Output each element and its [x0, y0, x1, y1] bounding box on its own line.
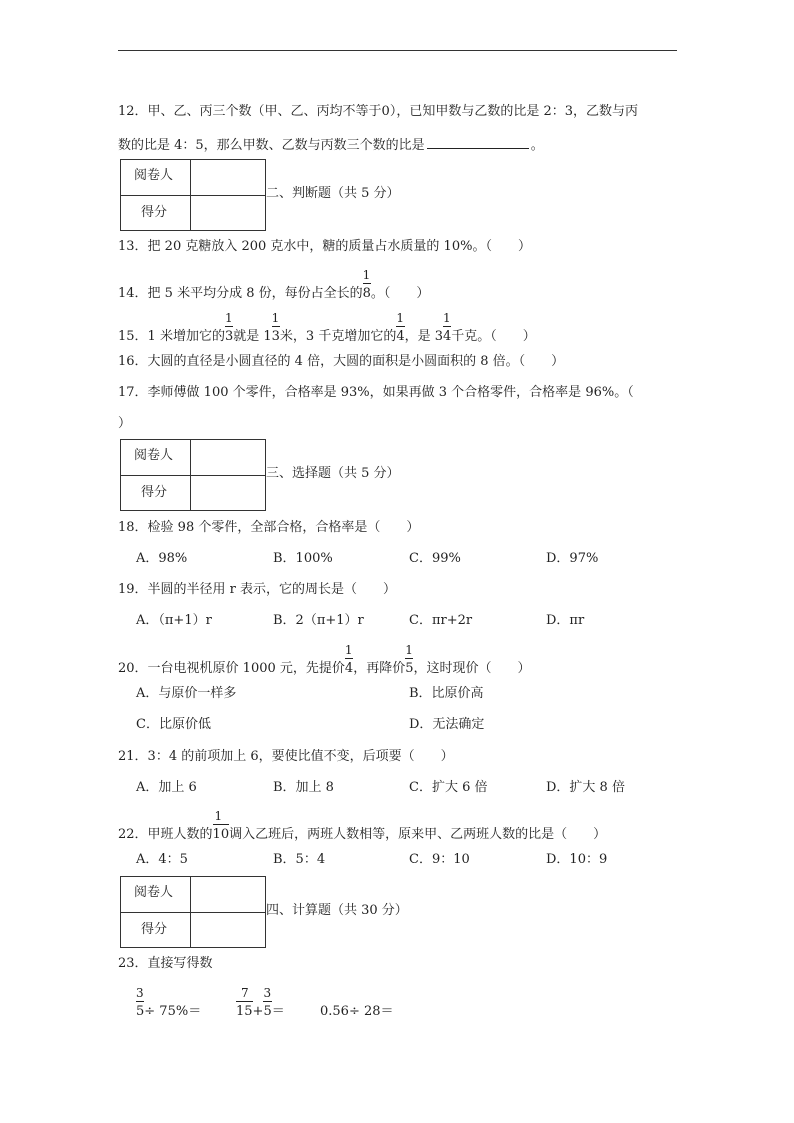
- reviewer-label: 阅卷人: [121, 877, 191, 913]
- expression-2: $\frac{7}{15}+$ $\frac{3}{5}=$: [236, 986, 285, 1019]
- question-17-line-2: ）: [118, 416, 132, 431]
- fraction: $\frac{1}{4}$: [443, 311, 452, 344]
- question-17-line-1: 17．李师傅做 100 个零件，合格率是 93%，如果再做 3 个合格零件，合格率是 96%。（: [118, 385, 634, 400]
- option-a[interactable]: A．4：5: [136, 852, 188, 867]
- question-22: 22．甲班人数的 $\frac{1}{10}$调入乙班后，两班人数相等，原来甲、乙两班人数的比是（ ）: [118, 809, 607, 842]
- question-16: 16．大圆的直径是小圆直径的 4 倍，大圆的面积是小圆面积的 8 倍。（ ）: [118, 354, 565, 369]
- fraction: $\frac{7}{15}$: [236, 986, 253, 1019]
- question-12-line-2: 数的比是 4：5，那么甲数、乙数与丙数三个数的比是 。: [118, 135, 544, 154]
- option-d[interactable]: D．10：9: [546, 852, 608, 867]
- expression-3: 0.56÷ 28＝: [320, 1004, 394, 1019]
- option-c[interactable]: C．99%: [409, 551, 461, 566]
- question-15: 15．1 米增加它的 $\frac{1}{3}$就是 1 $\frac{1}{3}$米，3 千克增加它的 $\frac{1}{4}$，是 3 $\frac{1}{4}$千克。（ ）: [118, 311, 536, 344]
- question-19: 19．半圆的半径用 r 表示，它的周长是（ ）: [118, 582, 397, 597]
- reviewer-cell[interactable]: [191, 440, 266, 476]
- grading-table: [120, 159, 266, 231]
- fraction: $\frac{1}{3}$: [271, 311, 280, 344]
- question-13: 13．把 20 克糖放入 200 克水中，糖的质量占水质量的 10%。（ ）: [118, 239, 531, 254]
- option-d[interactable]: D．无法确定: [409, 717, 485, 732]
- option-b[interactable]: B．100%: [273, 551, 333, 566]
- option-c[interactable]: C．πr+2r: [409, 613, 473, 628]
- question-12-line-1: 12．甲、乙、丙三个数（甲、乙、丙均不等于0），已知甲数与乙数的比是 2：3，乙数与丙: [118, 104, 638, 119]
- answer-blank[interactable]: [427, 135, 529, 149]
- score-label: 得分: [121, 476, 191, 511]
- section-heading-choice: 三、选择题（共 5 分）: [266, 466, 400, 481]
- fraction: $\frac{1}{5}$: [405, 643, 414, 676]
- fraction: $\frac{1}{3}$: [224, 311, 234, 344]
- reviewer-label: 阅卷人: [121, 440, 191, 476]
- fraction: $\frac{3}{5}$: [136, 986, 145, 1019]
- score-label: 得分: [121, 196, 191, 231]
- option-c[interactable]: C．扩大 6 倍: [409, 780, 488, 795]
- option-a[interactable]: A．加上 6: [136, 780, 197, 795]
- grading-table: [120, 439, 266, 511]
- option-a[interactable]: A．98%: [136, 551, 188, 566]
- question-14: 14．把 5 米平均分成 8 份，每份占全长的 $\frac{1}{8}$。（ ）: [118, 268, 430, 301]
- option-d[interactable]: D．πr: [546, 613, 585, 628]
- section-heading-judgement: 二、判断题（共 5 分）: [266, 186, 400, 201]
- question-20: 20．一台电视机原价 1000 元，先提价 $\frac{1}{4}$，再降价 $\frac{1}{5}$，这时现价（ ）: [118, 643, 531, 676]
- question-18: 18．检验 98 个零件，全部合格，合格率是（ ）: [118, 520, 420, 535]
- option-a[interactable]: A．与原价一样多: [136, 686, 237, 701]
- option-c[interactable]: C．9：10: [409, 852, 470, 867]
- fraction: $\frac{1}{4}$: [344, 643, 354, 676]
- reviewer-label: 阅卷人: [121, 160, 191, 196]
- fraction: $\frac{1}{10}$: [212, 809, 230, 842]
- header-rule: [118, 50, 677, 51]
- section-heading-calculation: 四、计算题（共 30 分）: [266, 903, 408, 918]
- option-b[interactable]: B．5：4: [273, 852, 326, 867]
- option-b[interactable]: B．2（π+1）r: [273, 613, 364, 628]
- score-cell[interactable]: [191, 913, 266, 948]
- reviewer-cell[interactable]: [191, 160, 266, 196]
- expression-1: $\frac{3}{5}\div 75\%=$: [136, 986, 202, 1019]
- score-label: 得分: [121, 913, 191, 948]
- grading-table: [120, 876, 266, 948]
- option-a[interactable]: A．（π+1）r: [136, 613, 212, 628]
- fraction: $\frac{1}{8}$: [362, 268, 371, 301]
- option-b[interactable]: B．加上 8: [273, 780, 334, 795]
- fraction: $\frac{1}{4}$: [396, 311, 405, 344]
- question-23: 23．直接写得数: [118, 956, 213, 971]
- option-d[interactable]: D．97%: [546, 551, 599, 566]
- option-b[interactable]: B．比原价高: [409, 686, 484, 701]
- option-d[interactable]: D．扩大 8 倍: [546, 780, 625, 795]
- question-21: 21．3：4 的前项加上 6，要使比值不变，后项要（ ）: [118, 749, 454, 764]
- score-cell[interactable]: [191, 476, 266, 511]
- reviewer-cell[interactable]: [191, 877, 266, 913]
- score-cell[interactable]: [191, 196, 266, 231]
- fraction: $\frac{3}{5}$: [263, 986, 272, 1019]
- option-c[interactable]: C．比原价低: [136, 717, 211, 732]
